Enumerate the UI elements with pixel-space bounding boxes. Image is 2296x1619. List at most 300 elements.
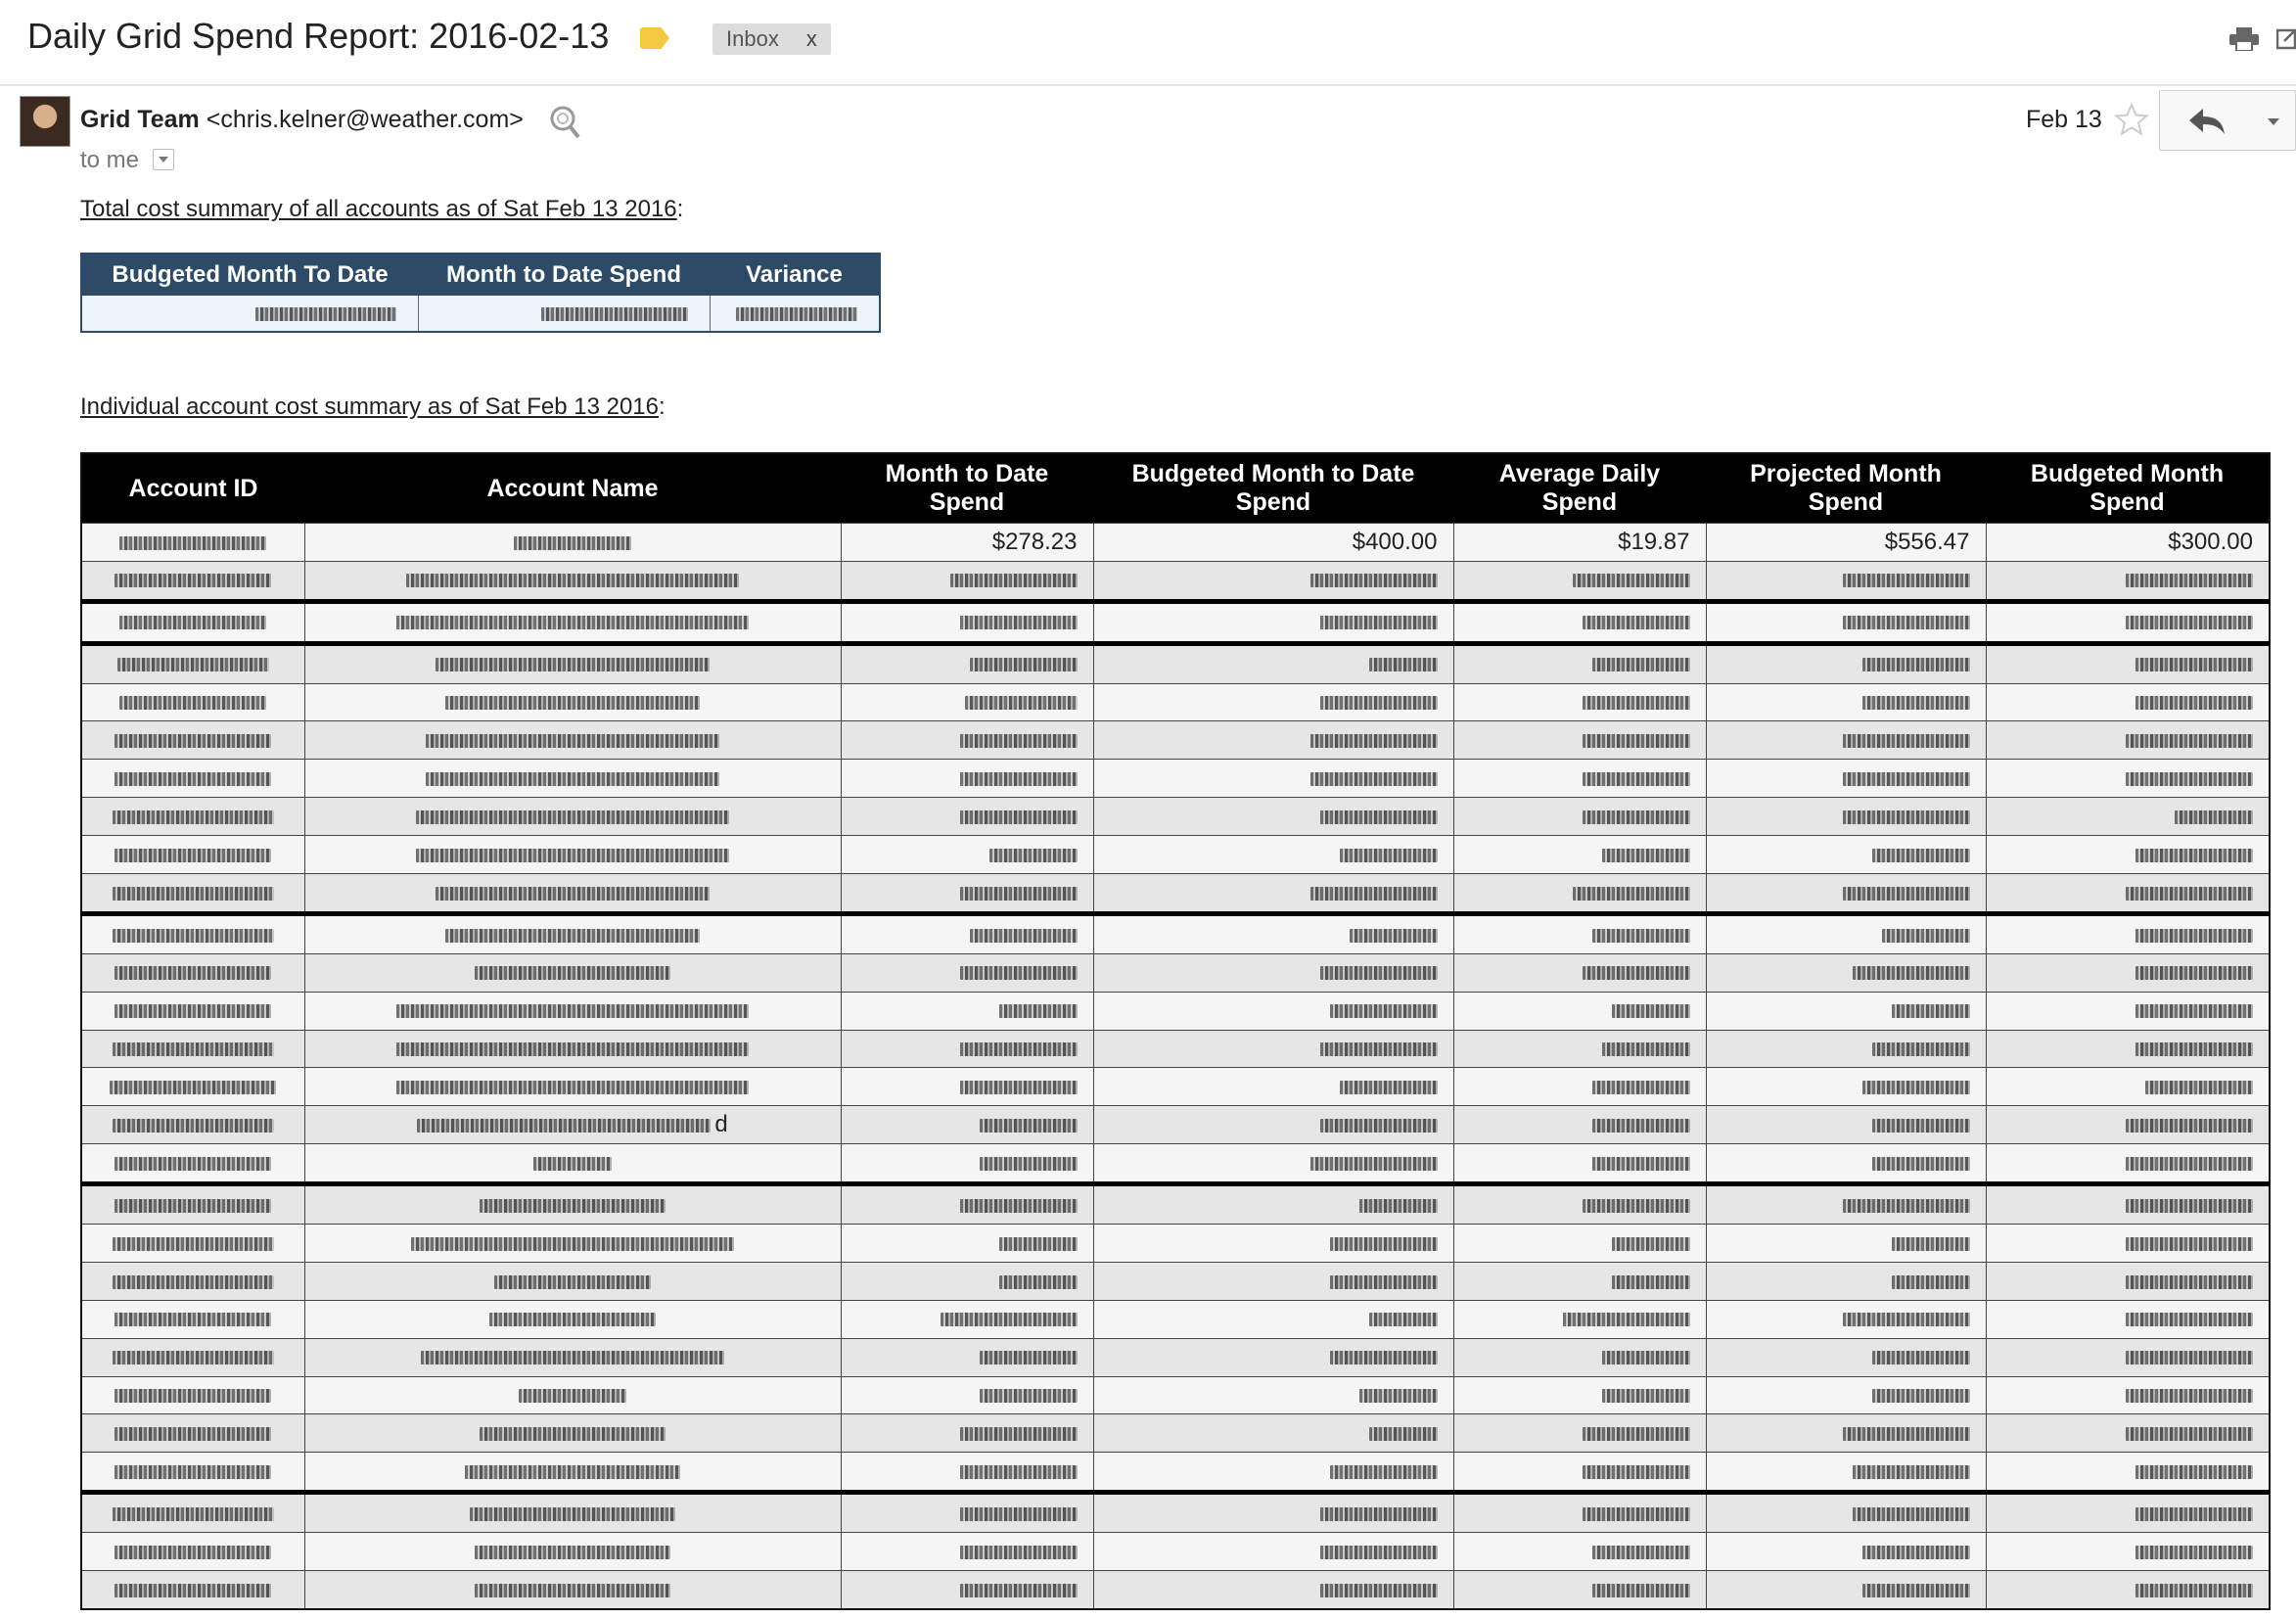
redacted-value: [2126, 1351, 2253, 1365]
redacted-cell: [1706, 1106, 1986, 1144]
redacted-cell: [81, 561, 304, 601]
redacted-cell: [81, 953, 304, 992]
table-row: [81, 1144, 2270, 1184]
redacted-cell: [304, 1144, 841, 1184]
redacted-cell: [304, 1453, 841, 1493]
redacted-value: [416, 849, 729, 862]
redacted-cell: [1986, 1030, 2270, 1068]
redacted-cell: [304, 836, 841, 874]
redacted-cell: [1453, 1376, 1706, 1414]
table-row: [81, 1376, 2270, 1414]
redacted-value: [113, 1237, 274, 1251]
redacted-cell: [841, 561, 1093, 601]
redacted-value: [960, 810, 1078, 824]
redacted-cell: [304, 1262, 841, 1300]
redacted-value: [115, 1389, 271, 1403]
redacted-cell: [710, 296, 880, 332]
redacted-value: [470, 1507, 675, 1521]
redacted-cell: [841, 760, 1093, 798]
redacted-value: [115, 734, 271, 748]
redacted-value: [2135, 849, 2253, 862]
redacted-value: [1862, 1546, 1970, 1559]
redacted-value: [1320, 966, 1438, 980]
more-options-icon[interactable]: [2252, 90, 2296, 151]
redacted-value: [1310, 734, 1438, 748]
redacted-cell: [304, 798, 841, 836]
redacted-value: [1369, 658, 1438, 671]
redacted-value: [2126, 1237, 2253, 1251]
table-row: [81, 1533, 2270, 1571]
sender-line: [80, 106, 524, 134]
new-window-icon[interactable]: [2276, 27, 2296, 51]
redacted-cell: [841, 643, 1093, 683]
redacted-value: [980, 1119, 1078, 1133]
redacted-value: [2145, 1081, 2253, 1094]
redacted-cell: [841, 721, 1093, 760]
redacted-cell: [1986, 1300, 2270, 1338]
recipient-label: to me: [80, 147, 140, 173]
redacted-cell: [304, 1030, 841, 1068]
redacted-value: [2126, 1157, 2253, 1171]
redacted-value: [1843, 616, 1970, 629]
redacted-cell: [1706, 1184, 1986, 1225]
redacted-value: [480, 1427, 666, 1441]
redacted-cell: [304, 524, 841, 562]
table-row: [81, 760, 2270, 798]
redacted-cell: [841, 1376, 1093, 1414]
redacted-cell: [304, 1493, 841, 1533]
redacted-cell: [418, 296, 710, 332]
redacted-cell: [81, 913, 304, 953]
redacted-cell: [81, 992, 304, 1030]
redacted-value: [2135, 1004, 2253, 1018]
table-row: [81, 1414, 2270, 1453]
redacted-cell: [1093, 1300, 1453, 1338]
redacted-value: [1872, 1042, 1970, 1056]
redacted-value: [1583, 1465, 1690, 1479]
redacted-value: [965, 696, 1078, 710]
redacted-value: [1320, 1507, 1438, 1521]
redacted-value: [1563, 1313, 1690, 1326]
redacted-value: [1862, 1081, 1970, 1094]
redacted-cell: [1453, 1030, 1706, 1068]
redacted-cell: [81, 760, 304, 798]
redacted-value: [989, 849, 1078, 862]
redacted-cell: [1706, 992, 1986, 1030]
redacted-cell: [81, 296, 418, 332]
inbox-label-text: Inbox: [726, 26, 779, 51]
redacted-value: [396, 1042, 749, 1056]
redacted-cell: [1986, 601, 2270, 643]
redacted-cell: [1093, 601, 1453, 643]
redacted-value: [1872, 849, 1970, 862]
redacted-value: [1369, 1427, 1438, 1441]
redacted-value: [1330, 1275, 1438, 1289]
redacted-cell: [81, 1414, 304, 1453]
redacted-cell: [304, 1300, 841, 1338]
redacted-value: [119, 696, 266, 710]
redacted-cell: [304, 1376, 841, 1414]
total-summary-table: [80, 253, 881, 333]
redacted-cell: [81, 1030, 304, 1068]
redacted-cell: [81, 1068, 304, 1106]
redacted-value: [1310, 772, 1438, 786]
redacted-cell: [841, 1184, 1093, 1225]
redacted-cell: [1986, 992, 2270, 1030]
redacted-cell: [1706, 1300, 1986, 1338]
redacted-cell: [1093, 913, 1453, 953]
redacted-cell: [1093, 1493, 1453, 1533]
redacted-value: [1612, 1004, 1690, 1018]
redacted-value: [2126, 1313, 2253, 1326]
redacted-value: [475, 1584, 670, 1597]
redacted-value: [960, 1199, 1078, 1213]
redacted-value: [1340, 849, 1438, 862]
inbox-label-chip[interactable]: [712, 23, 831, 55]
redacted-value: [115, 574, 271, 587]
redacted-cell: [81, 601, 304, 643]
redacted-cell: [841, 874, 1093, 914]
redacted-cell: [841, 836, 1093, 874]
redacted-value: [960, 1546, 1078, 1559]
redacted-value: [960, 1507, 1078, 1521]
redacted-cell: [1453, 721, 1706, 760]
redacted-cell: [304, 721, 841, 760]
sender-avatar[interactable]: [20, 96, 70, 147]
redacted-value: [1592, 1546, 1690, 1559]
redacted-cell: [81, 1571, 304, 1609]
redacted-cell: [81, 1106, 304, 1144]
redacted-value: [113, 1275, 274, 1289]
redacted-cell: [1986, 1533, 2270, 1571]
redacted-value: [1310, 574, 1438, 587]
redacted-cell: [1706, 1493, 1986, 1533]
redacted-cell: [1093, 1414, 1453, 1453]
table-row: [81, 1030, 2270, 1068]
redacted-value: [1843, 1313, 1970, 1326]
redacted-value: [1330, 1004, 1438, 1018]
redacted-value: [2126, 1199, 2253, 1213]
redacted-cell: [1986, 1262, 2270, 1300]
reply-button[interactable]: [2159, 90, 2253, 151]
table-row: [81, 524, 2270, 562]
redacted-cell: [1093, 1262, 1453, 1300]
print-icon[interactable]: [2229, 27, 2259, 51]
redacted-value: [113, 929, 274, 943]
redacted-value: [1320, 1584, 1438, 1597]
redacted-cell: [304, 561, 841, 601]
redacted-value: [1330, 1351, 1438, 1365]
redacted-cell: [841, 1571, 1093, 1609]
redacted-value: [406, 574, 739, 587]
redacted-value: [1592, 1081, 1690, 1094]
redacted-cell: [841, 1414, 1093, 1453]
col-header: Account Name: [304, 453, 841, 524]
redacted-cell: [81, 1493, 304, 1533]
table-row: [81, 874, 2270, 914]
redacted-cell: [1453, 836, 1706, 874]
redacted-value: [1853, 1507, 1970, 1521]
redacted-cell: [1986, 1106, 2270, 1144]
redacted-value: [1583, 616, 1690, 629]
redacted-value: [2135, 1584, 2253, 1597]
redacted-cell: [1706, 1144, 1986, 1184]
redacted-cell: [1986, 760, 2270, 798]
redacted-cell: [1093, 683, 1453, 721]
redacted-value: [115, 849, 271, 862]
table-row: [81, 1068, 2270, 1106]
redacted-cell: [841, 1030, 1093, 1068]
redacted-cell: [1706, 1225, 1986, 1263]
redacted-value: [1320, 616, 1438, 629]
redacted-value: [941, 1313, 1078, 1326]
individual-summary-heading: Individual account cost summary as of Sat Feb 13 2016:: [80, 393, 666, 420]
redacted-cell: [1453, 1493, 1706, 1533]
col-header: Month to Date Spend: [418, 254, 710, 296]
redacted-cell: [841, 992, 1093, 1030]
redacted-cell: [1453, 1414, 1706, 1453]
email-subject: Daily Grid Spend Report: 2016-02-13: [27, 16, 610, 56]
redacted-value: [1872, 1351, 1970, 1365]
table-row: [81, 1184, 2270, 1225]
mtd-spend-cell: $278.23: [841, 524, 1093, 562]
redacted-value: [1583, 696, 1690, 710]
redacted-cell: [81, 836, 304, 874]
redacted-value: [426, 734, 719, 748]
col-header: Average Daily Spend: [1453, 453, 1706, 524]
redacted-cell: [81, 1533, 304, 1571]
redacted-value: [1853, 966, 1970, 980]
table-row: [81, 601, 2270, 643]
table-row: [81, 683, 2270, 721]
redacted-cell: [841, 683, 1093, 721]
redacted-value: [2126, 574, 2253, 587]
redacted-value: [1369, 1313, 1438, 1326]
redacted-cell: [1986, 913, 2270, 953]
redacted-value: [1843, 772, 1970, 786]
redacted-cell: [1453, 1068, 1706, 1106]
redacted-cell: [1453, 1533, 1706, 1571]
redacted-cell: [1453, 561, 1706, 601]
redacted-cell: [1093, 1144, 1453, 1184]
table-row: [81, 913, 2270, 953]
redacted-value: [2135, 966, 2253, 980]
table-row: [81, 1338, 2270, 1376]
redacted-value: [494, 1275, 651, 1289]
redacted-value: [960, 772, 1078, 786]
redacted-cell: [1453, 1571, 1706, 1609]
redacted-cell: [304, 1068, 841, 1106]
redacted-cell: [1706, 836, 1986, 874]
redacted-cell: [1986, 561, 2270, 601]
redacted-cell: [1093, 1225, 1453, 1263]
redacted-cell: [304, 760, 841, 798]
search-contact-icon[interactable]: [548, 104, 581, 139]
redacted-cell: [81, 1225, 304, 1263]
budget-mtd-cell: $400.00: [1093, 524, 1453, 562]
redacted-value: [1592, 658, 1690, 671]
redacted-value: [436, 658, 710, 671]
redacted-cell: [1093, 953, 1453, 992]
redacted-cell: [1093, 561, 1453, 601]
redacted-cell: [1093, 798, 1453, 836]
redacted-cell: [1453, 953, 1706, 992]
redacted-value: [1892, 1275, 1970, 1289]
redacted-value: [1843, 1427, 1970, 1441]
redacted-cell: [841, 1106, 1093, 1144]
redacted-value: [1340, 1081, 1438, 1094]
redacted-cell: [1706, 1068, 1986, 1106]
redacted-cell: [304, 683, 841, 721]
table-row: [81, 798, 2270, 836]
redacted-cell: [1706, 601, 1986, 643]
redacted-value: [960, 1042, 1078, 1056]
redacted-cell: [81, 1144, 304, 1184]
table-row: [81, 643, 2270, 683]
redacted-cell: [1453, 1338, 1706, 1376]
redacted-cell: [841, 1225, 1093, 1263]
redacted-value: [1853, 1465, 1970, 1479]
redacted-value: [465, 1465, 680, 1479]
redacted-value: [960, 1081, 1078, 1094]
redacted-value: [115, 1313, 271, 1326]
redacted-value: [1592, 1157, 1690, 1171]
reply-icon: [2187, 107, 2227, 136]
redacted-value: [421, 1351, 724, 1365]
star-icon[interactable]: [2114, 102, 2149, 137]
col-header: Variance: [710, 254, 880, 296]
redacted-value: [1583, 1427, 1690, 1441]
redacted-cell: [1706, 721, 1986, 760]
redacted-cell: [1986, 683, 2270, 721]
sender-name[interactable]: Grid Team: [80, 106, 200, 133]
caret-down-icon[interactable]: [153, 149, 174, 170]
redacted-value: [416, 810, 729, 824]
redacted-cell: [1986, 1338, 2270, 1376]
redacted-value: [1612, 1237, 1690, 1251]
table-row: [81, 296, 880, 332]
redacted-value: [480, 1199, 666, 1213]
redacted-value: [1320, 1042, 1438, 1056]
table-row: [81, 561, 2270, 601]
redacted-cell: [841, 1338, 1093, 1376]
redacted-cell: [81, 1300, 304, 1338]
redacted-cell: [1706, 913, 1986, 953]
redacted-value: [115, 1157, 271, 1171]
redacted-cell: [1453, 874, 1706, 914]
redacted-value: [475, 966, 670, 980]
redacted-cell: [81, 1453, 304, 1493]
redacted-cell: [304, 913, 841, 953]
redacted-cell: [1093, 1184, 1453, 1225]
redacted-cell: [1453, 992, 1706, 1030]
table-row: [81, 992, 2270, 1030]
redacted-value: [1583, 810, 1690, 824]
redacted-value: [1862, 1584, 1970, 1597]
redacted-value: [2135, 1465, 2253, 1479]
redacted-cell: [1986, 1144, 2270, 1184]
col-header: Month to Date Spend: [841, 453, 1093, 524]
redacted-cell: [1706, 561, 1986, 601]
budget-month-cell: $300.00: [1986, 524, 2270, 562]
redacted-cell: [1986, 874, 2270, 914]
redacted-cell: [81, 874, 304, 914]
redacted-value: [1583, 966, 1690, 980]
redacted-cell: [81, 1184, 304, 1225]
redacted-cell: [1453, 643, 1706, 683]
redacted-value: [445, 929, 700, 943]
redacted-cell: [1093, 721, 1453, 760]
table-row: [81, 1106, 2270, 1144]
redacted-cell: [304, 1106, 841, 1144]
redacted-value: [960, 887, 1078, 901]
redacted-value: [1843, 810, 1970, 824]
redacted-value: [1573, 574, 1690, 587]
redacted-cell: [1706, 1453, 1986, 1493]
redacted-value: [115, 772, 271, 786]
redacted-cell: [1453, 1453, 1706, 1493]
projected-cell: $556.47: [1706, 524, 1986, 562]
redacted-cell: [1986, 721, 2270, 760]
redacted-value: [1320, 1546, 1438, 1559]
redacted-value: [113, 887, 274, 901]
col-header: Budgeted Month to Date Spend: [1093, 453, 1453, 524]
redacted-value: [2126, 772, 2253, 786]
redacted-cell: [1453, 913, 1706, 953]
remove-label-button[interactable]: x: [805, 26, 817, 51]
redacted-cell: [1453, 601, 1706, 643]
redacted-value: [2135, 1507, 2253, 1521]
redacted-value: [1583, 1507, 1690, 1521]
redacted-cell: [304, 1225, 841, 1263]
redacted-value: [1602, 1042, 1690, 1056]
account-summary-table: [80, 452, 2271, 1610]
redacted-cell: [1986, 643, 2270, 683]
redacted-cell: [1093, 836, 1453, 874]
redacted-value: [1843, 734, 1970, 748]
redacted-cell: [1706, 643, 1986, 683]
redacted-cell: [1706, 1030, 1986, 1068]
redacted-value: [1320, 810, 1438, 824]
redacted-value: [417, 1119, 711, 1133]
col-header: Budgeted Month To Date: [81, 254, 418, 296]
redacted-value: [1872, 1157, 1970, 1171]
redacted-value: [1350, 929, 1438, 943]
redacted-cell: [1986, 1414, 2270, 1453]
redacted-cell: [304, 992, 841, 1030]
redacted-cell: [1093, 1376, 1453, 1414]
redacted-value: [960, 1584, 1078, 1597]
redacted-value: [2135, 1042, 2253, 1056]
redacted-cell: [1706, 1414, 1986, 1453]
redacted-cell: [1986, 1225, 2270, 1263]
redacted-value: [445, 696, 700, 710]
redacted-value: [2126, 616, 2253, 629]
redacted-cell: [841, 1300, 1093, 1338]
redacted-cell: [1093, 760, 1453, 798]
redacted-cell: [1453, 1300, 1706, 1338]
redacted-value: [1320, 696, 1438, 710]
redacted-value: [113, 1119, 274, 1133]
visible-fragment: d: [714, 1111, 728, 1138]
redacted-cell: [304, 1533, 841, 1571]
col-header: Budgeted Month Spend: [1986, 453, 2270, 524]
redacted-value: [950, 574, 1078, 587]
redacted-cell: [1986, 1184, 2270, 1225]
redacted-value: [115, 1584, 271, 1597]
table-row: [81, 1300, 2270, 1338]
label-tag-icon[interactable]: [640, 27, 669, 49]
